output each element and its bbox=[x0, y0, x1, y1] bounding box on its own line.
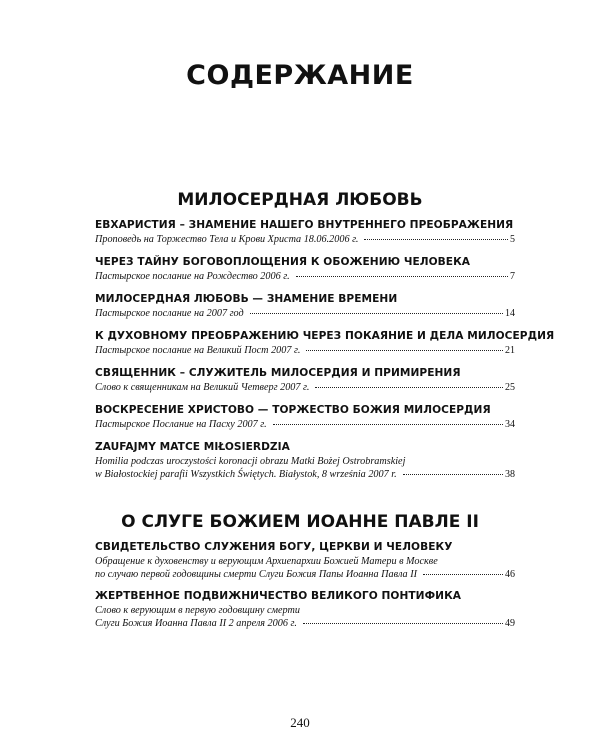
entry-subtitle: по случаю первой годовщины смерти Слуги Божия Папы Иоанна Павла II bbox=[95, 569, 417, 580]
entry-subtitle: Пастырское Послание на Пасху 2007 г. bbox=[95, 419, 267, 430]
entry-title: К ДУХОВНОМУ ПРЕОБРАЖЕНИЮ ЧЕРЕЗ ПОКАЯНИЕ И ДЕЛА МИЛОСЕРДИЯ bbox=[95, 330, 555, 342]
entry-title: СВЯЩЕННИК – СЛУЖИТЕЛЬ МИЛОСЕРДИЯ И ПРИМИРЕНИЯ bbox=[95, 367, 461, 379]
toc-entry[interactable] bbox=[95, 218, 515, 246]
dot-leader bbox=[303, 623, 503, 624]
dot-leader bbox=[273, 424, 503, 425]
entry-page-number: 5 bbox=[510, 234, 515, 245]
entry-subtitle-line bbox=[95, 455, 515, 468]
dot-leader bbox=[306, 350, 503, 351]
entry-title: МИЛОСЕРДНАЯ ЛЮБОВЬ — ЗНАМЕНИЕ ВРЕМЕНИ bbox=[95, 293, 398, 305]
entry-subtitle-line bbox=[95, 344, 515, 357]
toc-entry[interactable] bbox=[95, 366, 515, 394]
entry-subtitle: Слово к верующим в первую годовщину смерти bbox=[95, 605, 300, 616]
toc-entry[interactable] bbox=[95, 403, 515, 431]
entry-title: ВОСКРЕСЕНИЕ ХРИСТОВО — ТОРЖЕСТВО БОЖИЯ МИЛОСЕРДИЯ bbox=[95, 404, 491, 416]
entry-title: СВИДЕТЕЛЬСТВО СЛУЖЕНИЯ БОГУ, ЦЕРКВИ И ЧЕЛОВЕКУ bbox=[95, 541, 453, 553]
entry-subtitle-line bbox=[95, 555, 515, 568]
dot-leader bbox=[423, 574, 503, 575]
entry-subtitle: Слуги Божия Иоанна Павла II 2 апреля 2006 г. bbox=[95, 618, 297, 629]
entry-subtitle: w Białostockiej parafii Wszystkich Świętych. Białystok, 8 września 2007 r. bbox=[95, 469, 397, 480]
dot-leader bbox=[250, 313, 503, 314]
entry-page-number: 34 bbox=[505, 419, 515, 430]
entry-subtitle-line bbox=[95, 381, 515, 394]
entry-title: ЧЕРЕЗ ТАЙНУ БОГОВОПЛОЩЕНИЯ К ОБОЖЕНИЮ ЧЕЛОВЕКА bbox=[95, 256, 471, 268]
toc-entry[interactable] bbox=[95, 440, 515, 481]
entry-subtitle-line bbox=[95, 468, 515, 481]
entry-subtitle: Слово к священникам на Великий Четверг 2007 г. bbox=[95, 382, 310, 393]
entry-title: ЖЕРТВЕННОЕ ПОДВИЖНИЧЕСТВО ВЕЛИКОГО ПОНТИФИКА bbox=[95, 590, 462, 602]
entry-subtitle: Homilia podczas uroczystości koronacji obrazu Matki Bożej Ostrobramskiej bbox=[95, 456, 406, 467]
toc-entry[interactable] bbox=[95, 329, 555, 357]
entry-page-number: 14 bbox=[505, 308, 515, 319]
entry-subtitle-line bbox=[95, 418, 515, 431]
dot-leader bbox=[364, 239, 508, 240]
entry-subtitle: Пастырское послание на Великий Пост 2007 г. bbox=[95, 345, 301, 356]
footer-page-number: 240 bbox=[290, 715, 310, 730]
toc-entry[interactable] bbox=[95, 292, 515, 320]
section-heading-john-paul-ii: О СЛУГЕ БОЖИЕМ ИОАННЕ ПАВЛЕ II bbox=[121, 512, 479, 532]
entry-subtitle-line bbox=[95, 233, 515, 246]
toc-entry[interactable] bbox=[95, 255, 515, 283]
entry-page-number: 49 bbox=[505, 618, 515, 629]
toc-entry[interactable] bbox=[95, 540, 515, 581]
entry-title: ЕВХАРИСТИЯ – ЗНАМЕНИЕ НАШЕГО ВНУТРЕННЕГО ПРЕОБРАЖЕНИЯ bbox=[95, 219, 514, 231]
entry-title: ZAUFAJMY MATCE MIŁOSIERDZIA bbox=[95, 441, 290, 453]
dot-leader bbox=[315, 387, 503, 388]
entry-page-number: 46 bbox=[505, 569, 515, 580]
entry-subtitle-line bbox=[95, 307, 515, 320]
entry-subtitle-line bbox=[95, 568, 515, 581]
dot-leader bbox=[296, 276, 508, 277]
entry-subtitle-line bbox=[95, 617, 515, 630]
entry-subtitle: Обращение к духовенству и верующим Архиепархии Божией Матери в Москве bbox=[95, 556, 438, 567]
dot-leader bbox=[403, 474, 503, 475]
toc-entry[interactable] bbox=[95, 589, 515, 630]
entry-subtitle: Проповедь на Торжество Тела и Крови Христа 18.06.2006 г. bbox=[95, 234, 359, 245]
entry-subtitle: Пастырское послание на Рождество 2006 г. bbox=[95, 271, 290, 282]
section-heading-merciful-love: МИЛОСЕРДНАЯ ЛЮБОВЬ bbox=[177, 190, 423, 210]
entry-subtitle-line bbox=[95, 604, 515, 617]
page-title: СОДЕРЖАНИЕ bbox=[186, 60, 414, 91]
entry-subtitle-line bbox=[95, 270, 515, 283]
entry-page-number: 38 bbox=[505, 469, 515, 480]
entry-page-number: 25 bbox=[505, 382, 515, 393]
entry-subtitle: Пастырское послание на 2007 год bbox=[95, 308, 244, 319]
entry-page-number: 7 bbox=[510, 271, 515, 282]
entry-page-number: 21 bbox=[505, 345, 515, 356]
